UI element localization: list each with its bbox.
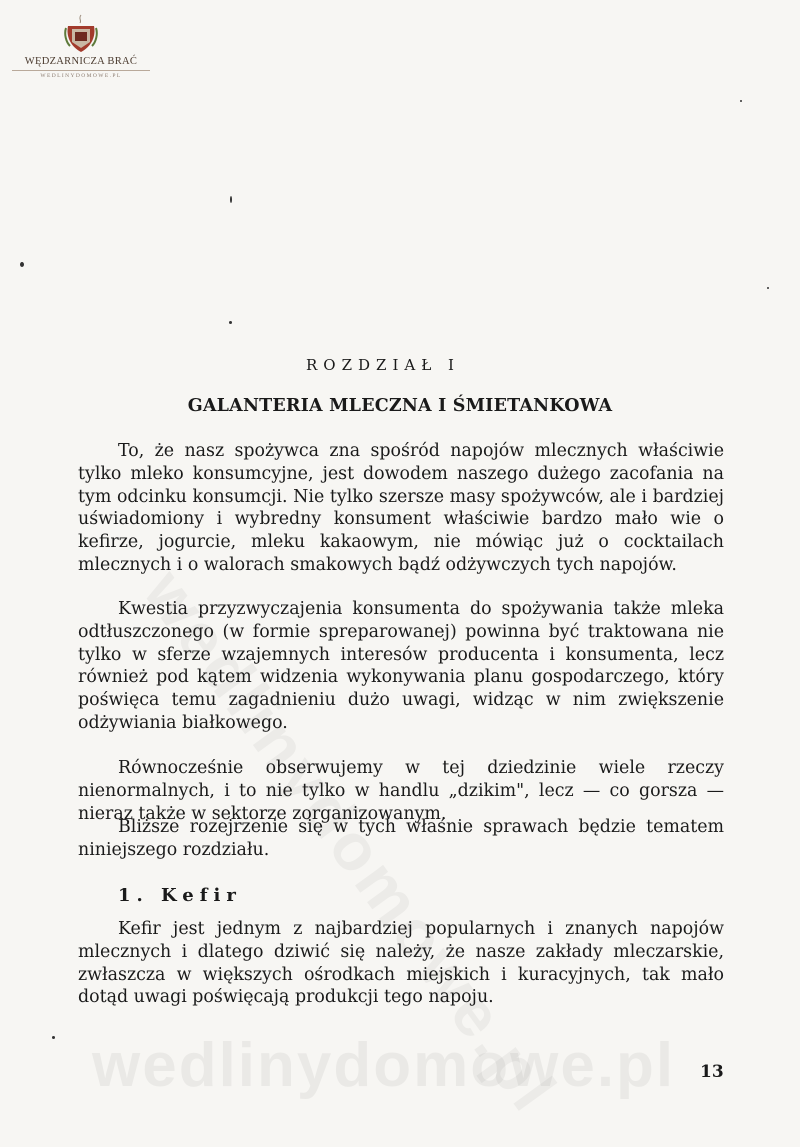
- paragraph-1: To, że nasz spożywca zna spośród napojów mlecznych właściwie tylko mleko konsumcyjne, jest dowodem naszego dużego zacofania na tym odcinku konsumcji. Nie tylko szersze masy spożywców, ale i bardziej uświadomiony i wybredny konsument właściwie bardzo mało wie o kefirze, jogurcie, mleku kakaowym, nie mówiąc już o cocktailach mlecznych i o walorach smakowych bądź odżywczych tych napojów.: [78, 441, 724, 575]
- paragraph-2: Kwestia przyzwyczajenia konsumenta do spożywania także mleka odtłuszczonego (w formie spreparowanej) powinna być traktowana nie tylko w sferze wzajemnych interesów producenta i konsumenta, lecz również pod kątem widzenia wykonywania planu gospodarczego, który poświęca temu zagadnieniu dużo uwagi, widząc w nim zwiększenie odżywiania białkowego.: [78, 599, 724, 733]
- scan-speck: [20, 262, 24, 267]
- body-paragraph: [78, 816, 724, 862]
- bottom-watermark: wedlinydomowe.pl: [92, 1031, 676, 1100]
- publisher-logo: [12, 14, 150, 94]
- logo-divider: [12, 70, 150, 71]
- scan-speck: [229, 321, 232, 324]
- scan-speck: [767, 287, 769, 289]
- logo-url: WEDLINYDOMOWE.PL: [40, 73, 122, 79]
- scan-speck: [230, 196, 232, 203]
- chapter-label: ROZDZIAŁ I: [306, 356, 460, 374]
- scan-speck: [740, 100, 742, 102]
- scan-speck: [52, 1036, 55, 1039]
- body-paragraph: [78, 440, 724, 577]
- paragraph-3: Równocześnie obserwujemy w tej dziedzinie wiele rzeczy nienormalnych, i to nie tylko w handlu „dzikim", lecz — co gorsza — nieraz także w sektorze zorganizowanym.: [78, 758, 724, 824]
- body-paragraph: [78, 598, 724, 735]
- chapter-title: GALANTERIA MLECZNA I ŚMIETANKOWA: [187, 396, 613, 416]
- section-heading: 1. Kefir: [118, 885, 242, 906]
- section-body: [78, 918, 724, 1009]
- smokehouse-crest-icon: [64, 14, 98, 54]
- page-number: 13: [700, 1062, 724, 1082]
- paragraph-4: Bliższe rozejrzenie się w tych właśnie sprawach będzie tematem niniejszego rozdziału.: [78, 817, 724, 860]
- logo-name: WĘDZARNICZA BRAĆ: [24, 56, 138, 67]
- section-paragraph: Kefir jest jednym z najbardziej popularnych i znanych napojów mlecznych i dlatego dziwić się należy, że nasze zakłady mleczarskie, zwłaszcza w większych ośrodkach miejskich i kuracyjnych, tak mało dotąd uwagi poświęcają produkcji tego napoju.: [78, 919, 724, 1008]
